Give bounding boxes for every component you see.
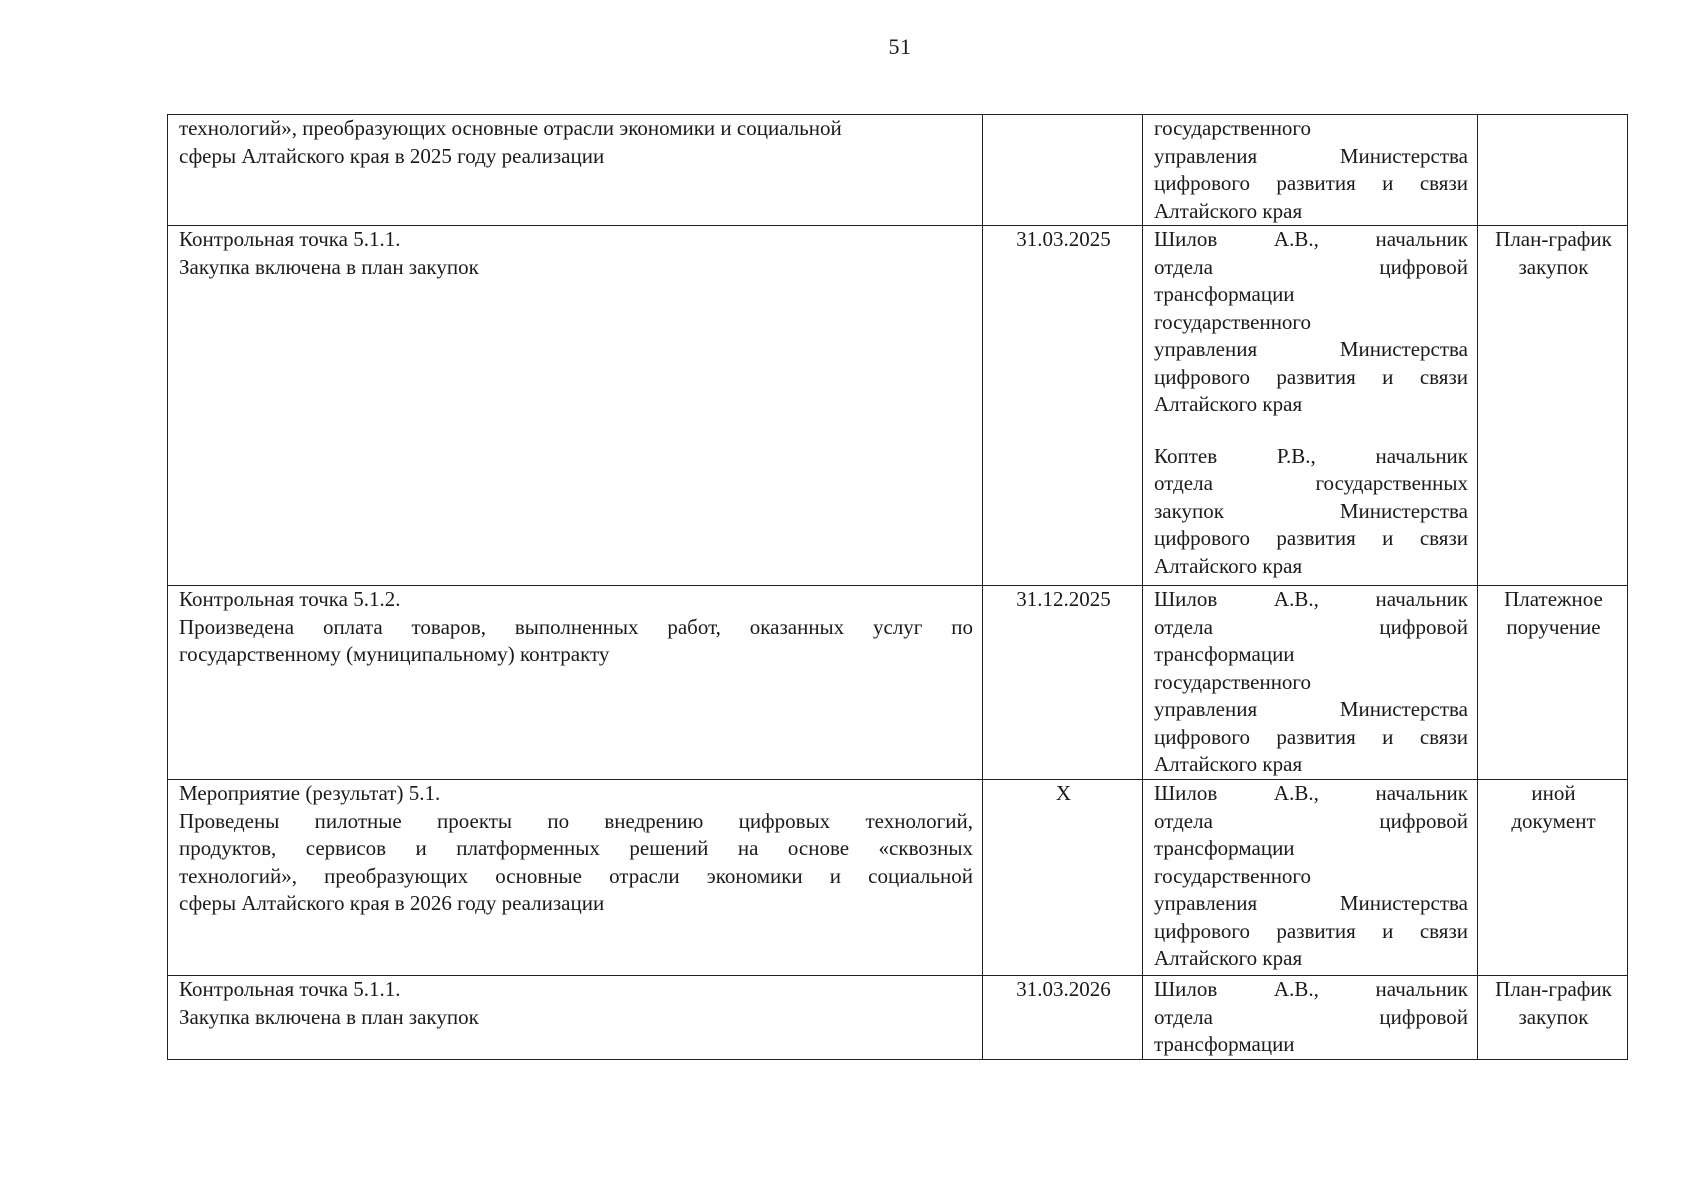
- plan-table-body: [168, 115, 1628, 1060]
- responsible-line: Шилов А.В., начальник: [1154, 781, 1468, 805]
- responsible-line: Алтайского края: [1154, 946, 1303, 970]
- responsible-person: [1154, 976, 1468, 1059]
- responsible-line: цифрового развития и связи: [1154, 364, 1468, 389]
- responsible-person: [1154, 443, 1468, 581]
- date-cell: 31.03.2025: [983, 226, 1143, 586]
- date-cell: X: [983, 780, 1143, 976]
- responsible-line: трансформации: [1154, 642, 1295, 666]
- table-row: [168, 226, 1628, 586]
- responsible-line: закупок Министерства: [1154, 498, 1468, 523]
- activity-line: сферы Алтайского края в 2025 году реализации: [179, 143, 605, 168]
- responsible-cell: [1143, 226, 1478, 586]
- activity-line: технологий», преобразующих основные отрасли экономики и социальной: [179, 863, 973, 888]
- activity-cell: [168, 976, 983, 1060]
- page-number: 51: [888, 34, 912, 59]
- responsible-line: государственного: [1154, 309, 1312, 334]
- responsible-line: Алтайского края: [1154, 392, 1303, 416]
- responsible-person: [1154, 115, 1468, 225]
- responsible-line: управления Министерства: [1154, 891, 1468, 915]
- table-row: [168, 976, 1628, 1060]
- responsible-line: трансформации: [1154, 1032, 1295, 1056]
- responsible-cell: [1143, 780, 1478, 976]
- responsible-person: [1154, 586, 1468, 779]
- activity-line: Контрольная точка 5.1.1.: [179, 227, 401, 251]
- responsible-line: Шилов А.В., начальник: [1154, 977, 1468, 1001]
- activity-line: Контрольная точка 5.1.1.: [179, 977, 401, 1001]
- document-cell: Платежное поручение: [1478, 586, 1628, 780]
- activity-line: Закупка включена в план закупок: [179, 1004, 479, 1029]
- table-row: [168, 115, 1628, 226]
- date-cell: 31.03.2026: [983, 976, 1143, 1060]
- responsible-line: Шилов А.В., начальник: [1154, 227, 1468, 251]
- responsible-line: отдела цифровой: [1154, 254, 1468, 279]
- responsible-line: государственного: [1154, 669, 1312, 694]
- responsible-line: управления Министерства: [1154, 143, 1468, 168]
- table-row: [168, 586, 1628, 780]
- responsible-line: Коптев Р.В., начальник: [1154, 443, 1468, 468]
- responsible-line: отдела цифровой: [1154, 1004, 1468, 1029]
- activity-line: Контрольная точка 5.1.2.: [179, 587, 401, 611]
- activity-line: государственному (муниципальному) контракту: [179, 642, 610, 666]
- responsible-cell: [1143, 115, 1478, 226]
- responsible-line: Алтайского края: [1154, 198, 1303, 223]
- responsible-line: трансформации: [1154, 282, 1295, 306]
- plan-table: [167, 114, 1628, 1060]
- activity-cell: [168, 780, 983, 976]
- responsible-line: управления Министерства: [1154, 697, 1468, 721]
- activity-line: Проведены пилотные проекты по внедрению цифровых технологий,: [179, 808, 973, 833]
- table-row: [168, 780, 1628, 976]
- document-cell: иной документ: [1478, 780, 1628, 976]
- responsible-line: отдела государственных: [1154, 471, 1468, 495]
- responsible-line: государственного: [1154, 116, 1312, 140]
- activity-line: Произведена оплата товаров, выполненных работ, оказанных услуг по: [179, 614, 973, 639]
- responsible-line: Шилов А.В., начальник: [1154, 587, 1468, 611]
- activity-line: технологий», преобразующих основные отрасли экономики и социальной: [179, 116, 842, 140]
- responsible-line: цифрового развития и связи: [1154, 918, 1468, 943]
- responsible-line: цифрового развития и связи: [1154, 724, 1468, 749]
- document-cell: [1478, 115, 1628, 226]
- activity-line: Мероприятие (результат) 5.1.: [179, 781, 441, 805]
- date-cell: [983, 115, 1143, 226]
- activity-cell: [168, 586, 983, 780]
- activity-line: сферы Алтайского края в 2026 году реализации: [179, 891, 605, 915]
- activity-cell: [168, 226, 983, 586]
- document-cell: План-график закупок: [1478, 976, 1628, 1060]
- responsible-person: [1154, 780, 1468, 973]
- activity-line: Закупка включена в план закупок: [179, 254, 479, 279]
- responsible-line: цифрового развития и связи: [1154, 171, 1468, 195]
- responsible-person: [1154, 226, 1468, 419]
- responsible-cell: [1143, 976, 1478, 1060]
- responsible-line: отдела цифровой: [1154, 808, 1468, 833]
- document-cell: План-график закупок: [1478, 226, 1628, 586]
- responsible-line: трансформации: [1154, 836, 1295, 860]
- responsible-line: отдела цифровой: [1154, 614, 1468, 639]
- activity-cell: [168, 115, 983, 226]
- date-cell: 31.12.2025: [983, 586, 1143, 780]
- responsible-line: Алтайского края: [1154, 752, 1303, 776]
- responsible-line: цифрового развития и связи: [1154, 526, 1468, 550]
- responsible-cell: [1143, 586, 1478, 780]
- responsible-line: управления Министерства: [1154, 337, 1468, 361]
- responsible-line: Алтайского края: [1154, 553, 1303, 578]
- activity-line: продуктов, сервисов и платформенных решений на основе «сквозных: [179, 836, 973, 860]
- responsible-line: государственного: [1154, 863, 1312, 888]
